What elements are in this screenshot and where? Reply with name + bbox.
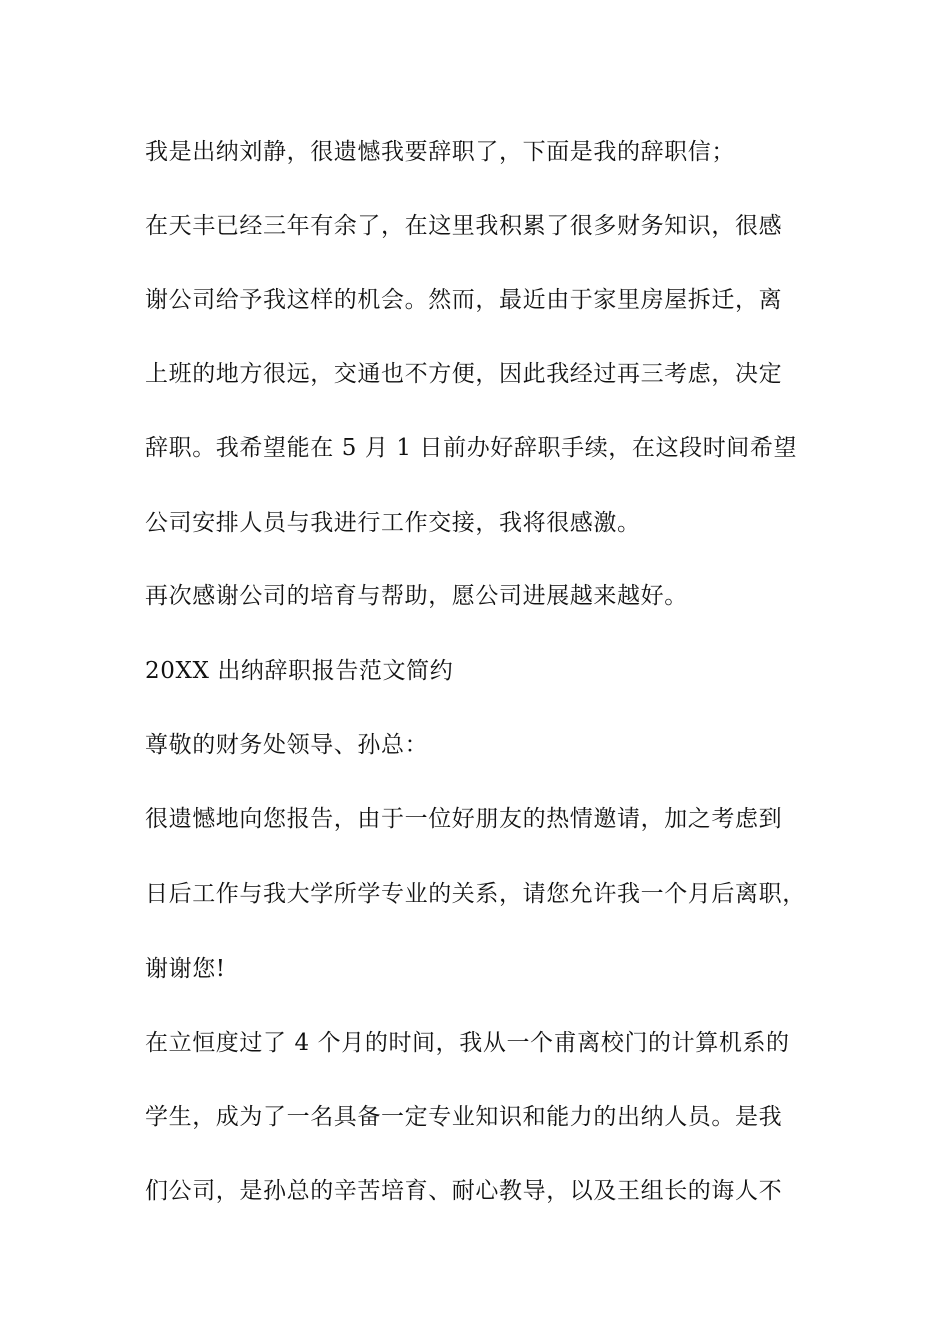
text-line-2: 在天丰已经三年有余了，在这里我积累了很多财务知识，很感 <box>145 213 783 239</box>
text-line-12: 谢谢您! <box>145 956 226 982</box>
text-line-13: 在立恒度过了 4 个月的时间，我从一个甫离校门的计算机系的 <box>145 1030 790 1056</box>
text-line-4: 上班的地方很远，交通也不方便，因此我经过再三考虑，决定 <box>145 361 783 387</box>
text-line-6: 公司安排人员与我进行工作交接，我将很感激。 <box>145 510 641 536</box>
text-line-11: 日后工作与我大学所学专业的关系，请您允许我一个月后离职， <box>145 881 806 907</box>
text-line-1: 我是出纳刘静，很遗憾我要辞职了，下面是我的辞职信； <box>145 139 735 165</box>
text-line-14: 学生，成为了一名具备一定专业知识和能力的出纳人员。是我 <box>145 1104 783 1130</box>
text-line-5: 辞职。我希望能在 5 月 1 日前办好辞职手续，在这段时间希望 <box>145 435 798 461</box>
text-line-15: 们公司，是孙总的辛苦培育、耐心教导，以及王组长的诲人不 <box>145 1178 783 1204</box>
salutation: 尊敬的财务处领导、孙总： <box>145 732 429 758</box>
text-line-10: 很遗憾地向您报告，由于一位好朋友的热情邀请，加之考虑到 <box>145 806 783 832</box>
text-line-3: 谢公司给予我这样的机会。然而，最近由于家里房屋拆迁，离 <box>145 287 783 313</box>
text-line-7: 再次感谢公司的培育与帮助，愿公司进展越来越好。 <box>145 583 688 609</box>
section-heading: 20XX 出纳辞职报告范文简约 <box>145 658 454 684</box>
